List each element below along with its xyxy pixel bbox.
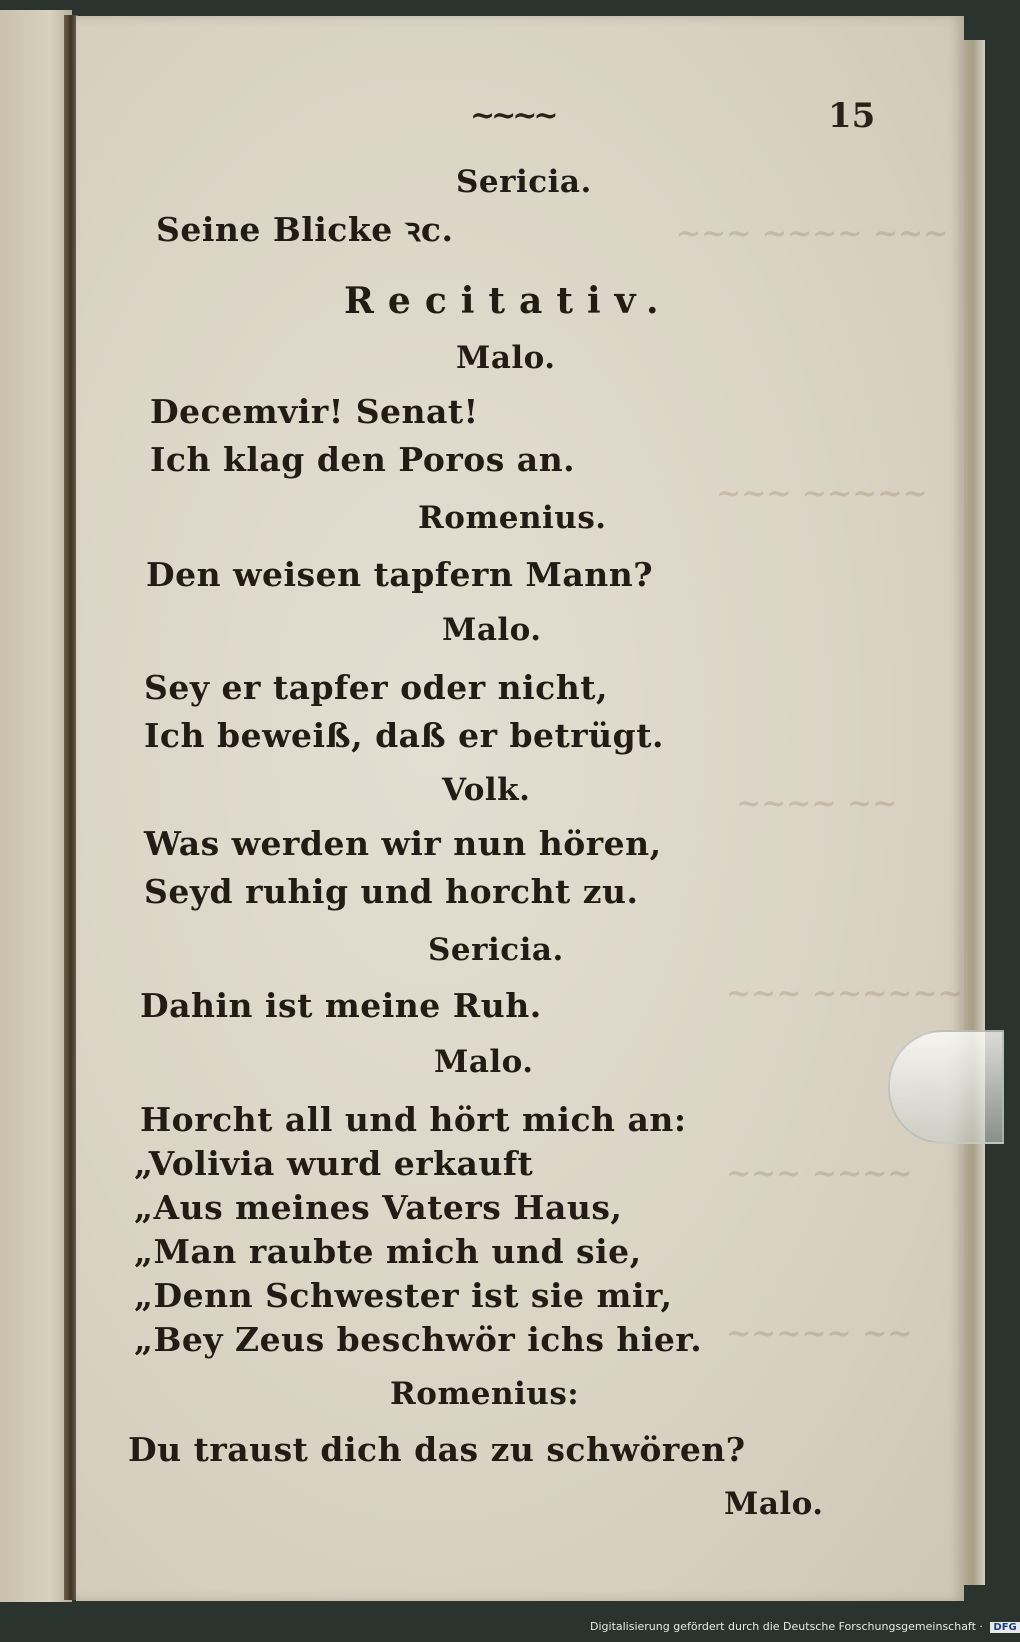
credit-text: Digitalisierung gefördert durch die Deutsche Forschungsgemeinschaft ·	[590, 1620, 983, 1633]
verse-line: Seine Blicke ꝛc.	[156, 210, 454, 249]
show-through-mark: ~~~ ~~~~~	[716, 476, 928, 511]
show-through-mark: ~~~ ~~~~ ~~~	[676, 216, 949, 251]
speaker-name: Sericia.	[428, 932, 564, 968]
digitization-credit	[590, 1620, 1020, 1633]
verse-line: „Bey Zeus beschwör ichs hier.	[134, 1320, 703, 1359]
verse-line: Den weisen tapfern Mann?	[146, 555, 654, 594]
verse-line: Was werden wir nun hören,	[144, 824, 662, 863]
dfg-logo: DFG	[990, 1622, 1019, 1633]
left-page-edge	[0, 10, 72, 1602]
show-through-mark: ~~~~ ~~	[736, 786, 898, 821]
show-through-mark: ~~~~~ ~~	[726, 1316, 913, 1351]
section-heading: Recitativ.	[344, 280, 673, 322]
speaker-name: Malo.	[442, 612, 542, 648]
speaker-name: Romenius.	[418, 500, 607, 536]
verse-line: Ich beweiß, daß er betrügt.	[144, 716, 664, 755]
speaker-name: Malo.	[456, 340, 556, 376]
catchword: Malo.	[724, 1486, 824, 1522]
book-page	[76, 16, 964, 1601]
page-holder-clip	[888, 1030, 1004, 1144]
speaker-name: Romenius:	[390, 1376, 580, 1412]
verse-line: Sey er tapfer oder nicht,	[144, 668, 608, 707]
show-through-mark: ~~~ ~~~~~~	[726, 976, 963, 1011]
verse-line: Du traust dich das zu schwören?	[128, 1430, 746, 1469]
verse-line: Ich klag den Poros an.	[150, 440, 576, 479]
speaker-name: Sericia.	[456, 164, 592, 200]
verse-line: „Denn Schwester ist sie mir,	[134, 1276, 673, 1315]
verse-line: „Aus meines Vaters Haus,	[134, 1188, 623, 1227]
verse-line: Horcht all und hört mich an:	[140, 1100, 687, 1139]
header-ornament: ~~~~	[470, 98, 555, 133]
speaker-name: Volk.	[442, 772, 531, 808]
speaker-name: Malo.	[434, 1044, 534, 1080]
show-through-mark: ~~~ ~~~~	[726, 1156, 913, 1191]
verse-line: „Volivia wurd erkauft	[134, 1144, 534, 1183]
page-number: 15	[828, 96, 876, 136]
verse-line: „Man raubte mich und sie,	[134, 1232, 642, 1271]
verse-line: Dahin ist meine Ruh.	[140, 986, 542, 1025]
verse-line: Decemvir! Senat!	[150, 392, 479, 431]
verse-line: Seyd ruhig und horcht zu.	[144, 872, 639, 911]
